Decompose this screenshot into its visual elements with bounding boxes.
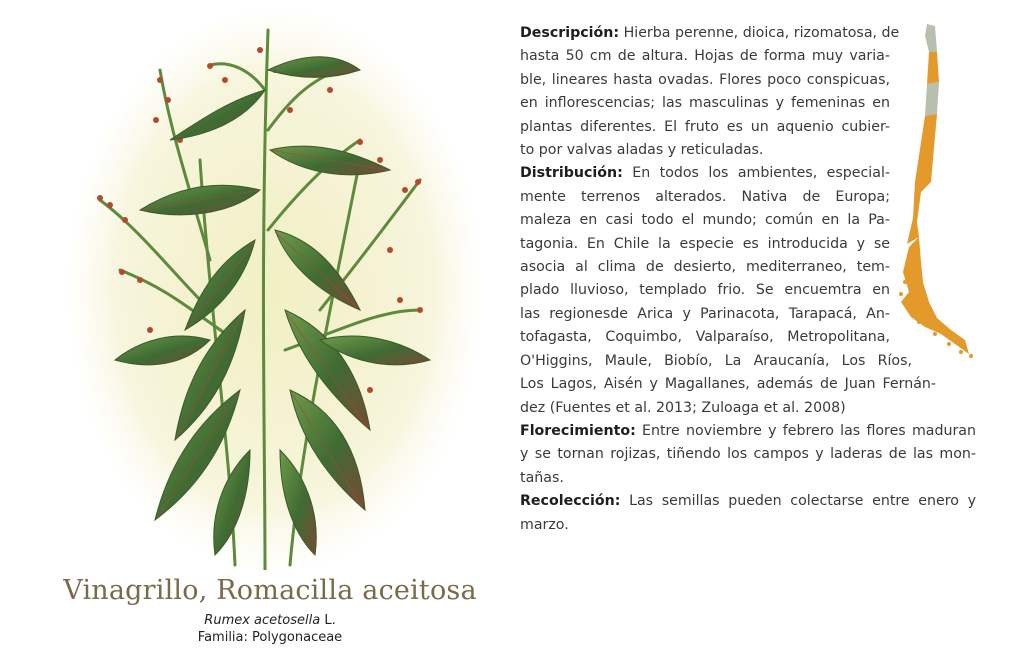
distribucion-line: asocia al clima de desierto, mediterraneo, tem- (520, 259, 890, 276)
distribucion-line: tagonia. En Chile la especie es introducida y se (520, 235, 890, 252)
scientific-author: L. (324, 613, 336, 628)
map-region-central-present (907, 114, 937, 244)
distribucion-line: O'Higgins, Maule, Biobío, La Araucanía, Los Ríos, (520, 352, 912, 369)
plant-illustration (60, 10, 480, 570)
descripcion-line: to por valvas aladas y reticuladas. (520, 142, 764, 159)
descripcion-line: hasta 50 cm de altura. Hojas de forma muy varia- (520, 48, 890, 65)
recoleccion-line: marzo. (520, 516, 569, 533)
distribucion-line: Distribución: En todos los ambientes, especial- (520, 165, 891, 182)
descripcion-line: en inflorescencias; las masculinas y femeninas en (520, 95, 890, 112)
scientific-genus-species: Rumex acetosella (204, 613, 321, 628)
map-region-north-present (927, 52, 939, 84)
map-region-north-absent (925, 24, 937, 52)
distribucion-line: tofagasta, Coquimbo, Valparaíso, Metropolitana, (520, 329, 890, 346)
distribucion-line: dez (Fuentes et al. 2013; Zuloaga et al. 2008) (520, 399, 846, 416)
florecimiento-line: tañas. (520, 469, 564, 486)
common-name-title: Vinagrillo, Romacilla aceitosa (63, 575, 477, 606)
descripcion-line: ble, lineares hasta ovadas. Flores poco conspicuas, (520, 71, 890, 88)
distribucion-line: las regionesde Arica y Parinacota, Tarapacá, An- (520, 305, 890, 322)
scientific-name (40, 613, 500, 628)
distribucion-label: Distribución: (520, 165, 623, 182)
descripcion-label: Descripción: (520, 25, 620, 41)
map-region-south-present (901, 237, 969, 354)
chile-distribution-map (895, 22, 975, 362)
florecimiento-line: Florecimiento: Entre noviembre y febrero las flores maduran (520, 422, 976, 439)
distribucion-line: mente terrenos alterados. Nativa de Europa; (520, 188, 890, 205)
distribucion-line: Los Lagos, Aisén y Magallanes, además de Juan Fernán- (520, 376, 936, 393)
florecimiento-label: Florecimiento: (520, 422, 636, 439)
family-name: Familia: Polygonaceae (197, 630, 343, 645)
map-region-mid-absent (925, 82, 939, 116)
recoleccion-label: Recolección: (520, 493, 621, 510)
distribucion-line: plado lluvioso, templado frio. Se encuemtra en (520, 282, 890, 299)
distribucion-line: maleza en casi todo el mundo; común en la Pa- (520, 212, 890, 229)
recoleccion-line: Recolección: Las semillas pueden colectarse entre enero y (520, 493, 976, 510)
descripcion-line: Descripción: Hierba perenne, dioica, rizomatosa, de (520, 25, 900, 41)
florecimiento-line: y se tornan rojizas, tiñendo los campos y laderas de las mon- (520, 446, 976, 463)
descripcion-line: plantas diferentes. El fruto es un aquenio cubier- (520, 118, 890, 135)
